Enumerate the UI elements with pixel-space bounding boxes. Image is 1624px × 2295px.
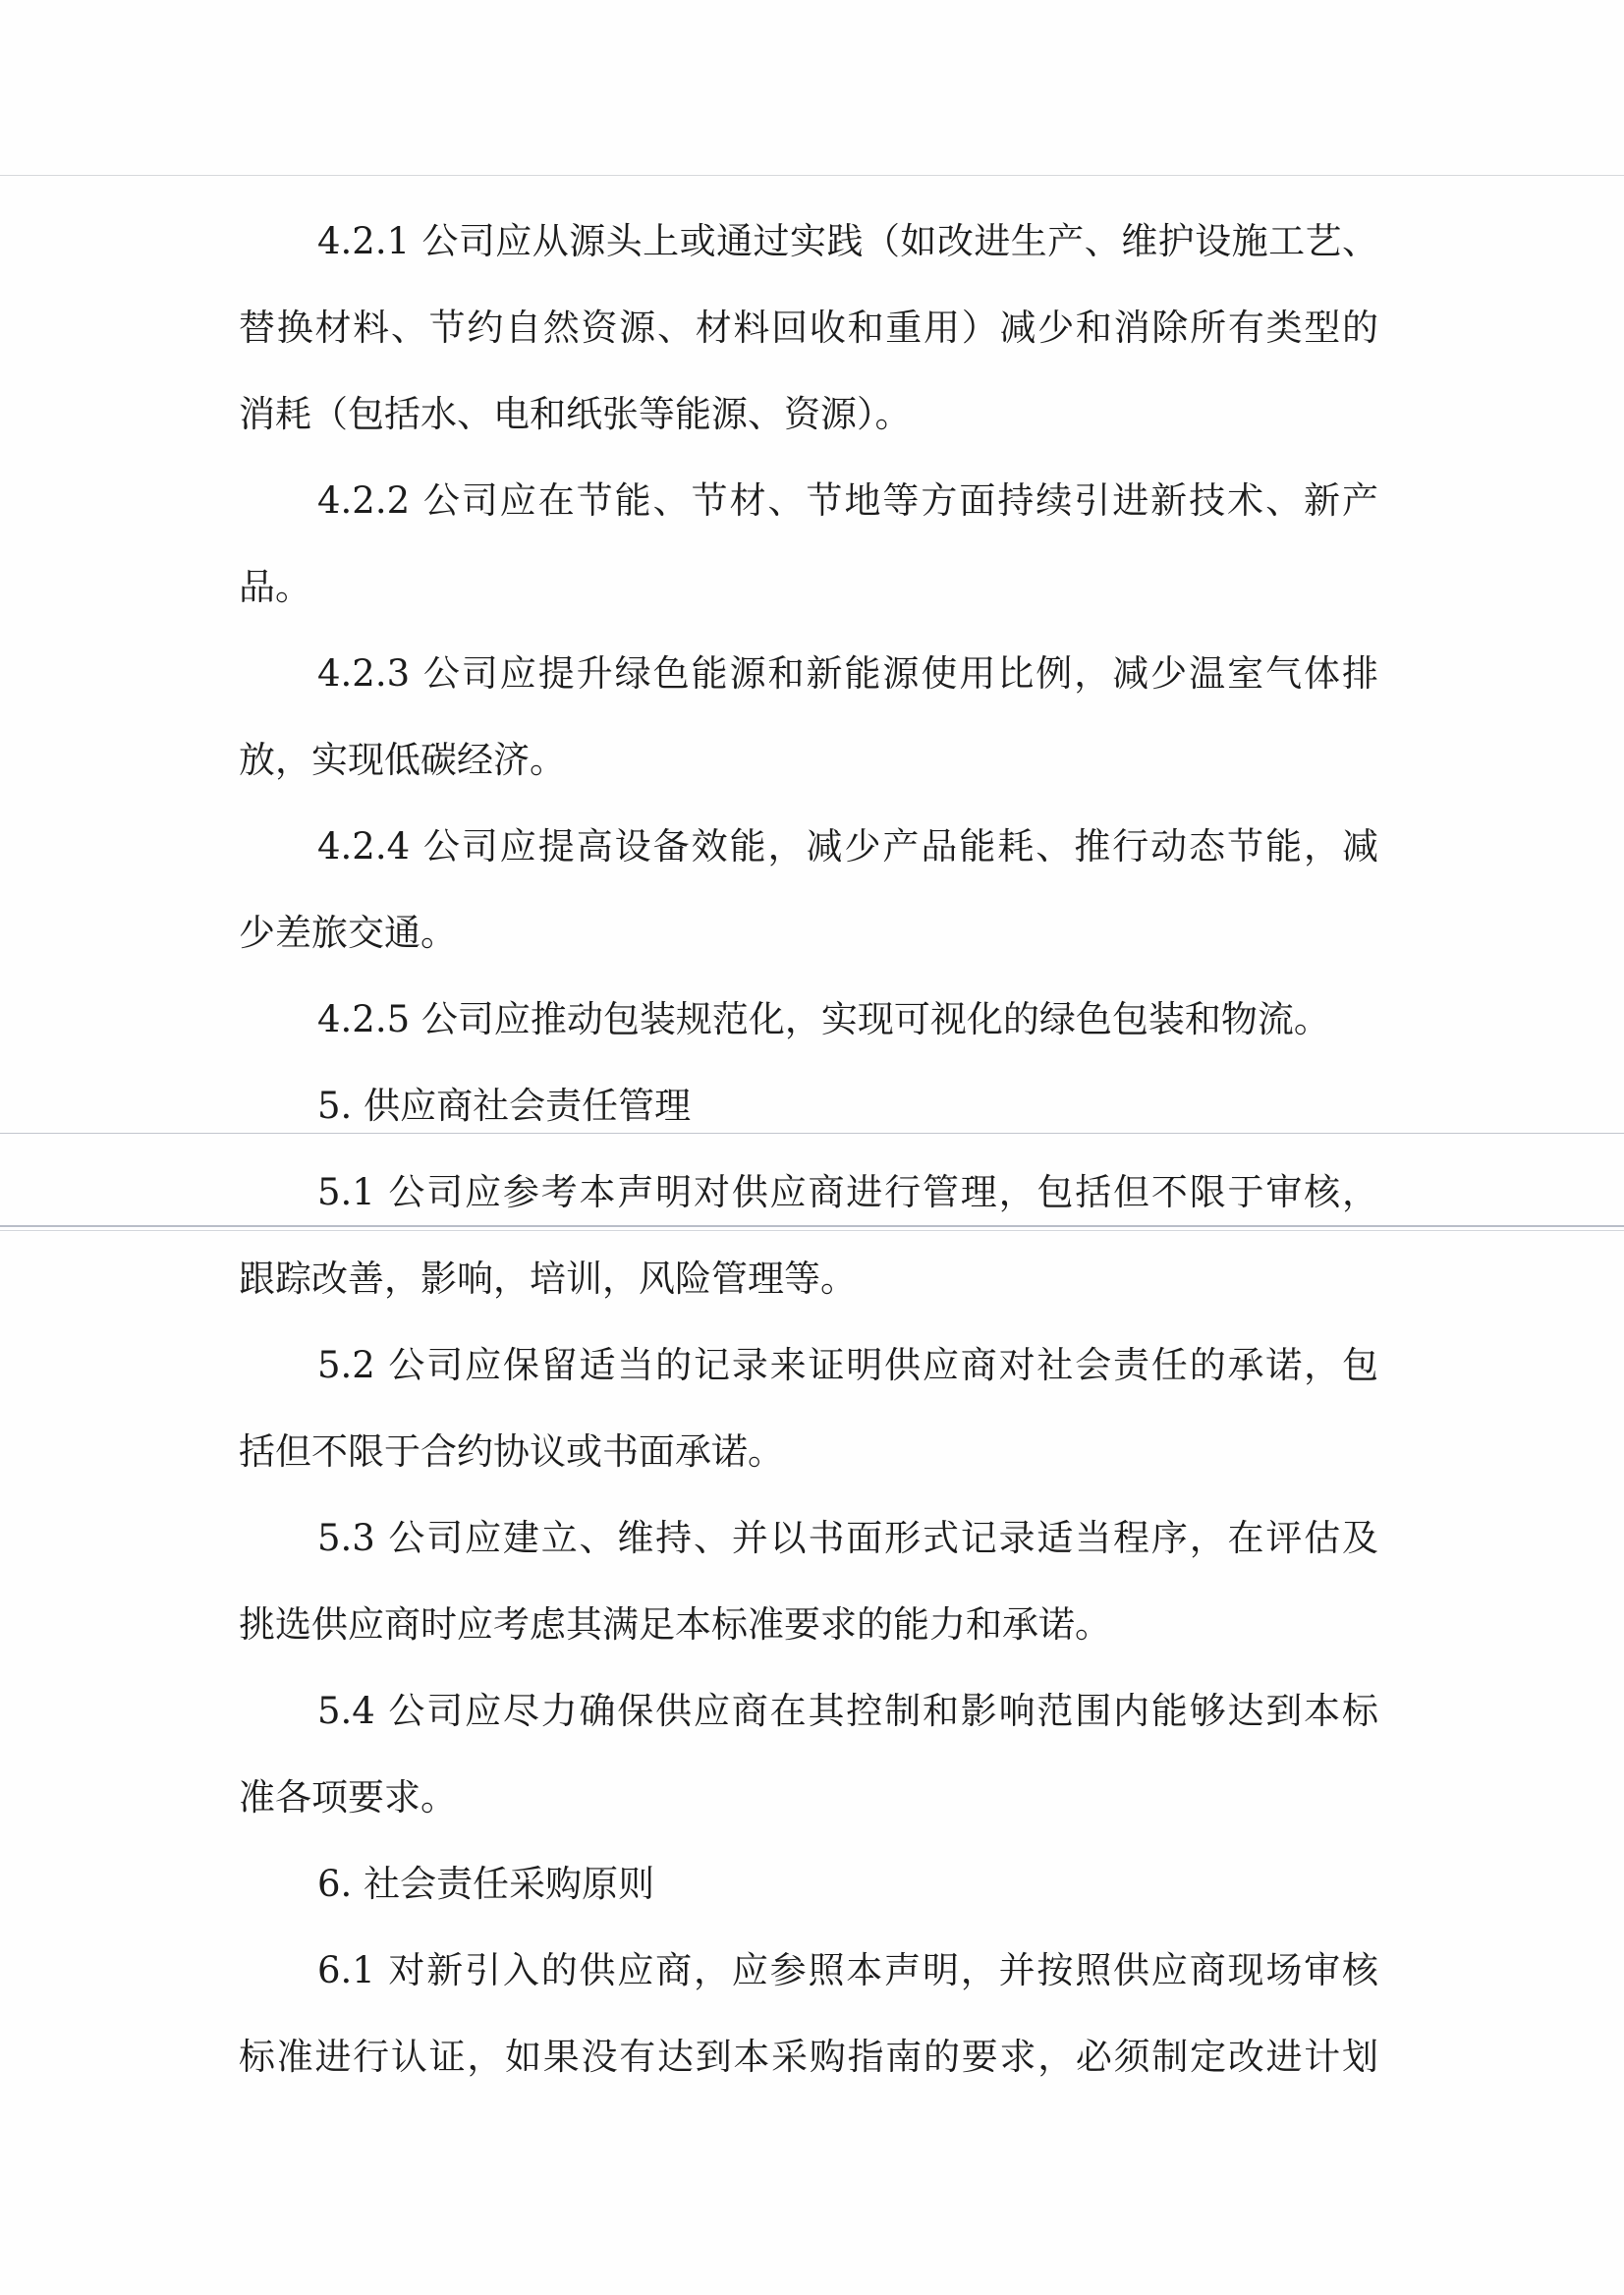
document-body xyxy=(239,198,1378,2100)
paragraph xyxy=(239,1149,1378,1322)
text-line: 6. 社会责任采购原则 xyxy=(317,1863,655,1905)
text-line: 4.2.3 公司应提升绿色能源和新能源使用比例，减少温室气体排 xyxy=(317,652,1378,695)
text-line: 4.2.4 公司应提高设备效能，减少产品能耗、推行动态节能，减 xyxy=(317,825,1378,868)
text-line: 5.2 公司应保留适当的记录来证明供应商对社会责任的承诺，包 xyxy=(317,1344,1378,1386)
paragraph xyxy=(239,631,1378,804)
text-line: 4.2.5 公司应推动包装规范化，实现可视化的绿色包装和物流。 xyxy=(317,998,1330,1040)
text-line: 准各项要求。 xyxy=(239,1776,457,1819)
text-line: 消耗（包括水、电和纸张等能源、资源）。 xyxy=(239,393,912,435)
section-heading xyxy=(239,1063,1378,1149)
text-line: 5.4 公司应尽力确保供应商在其控制和影响范围内能够达到本标 xyxy=(317,1690,1378,1732)
text-line: 少差旅交通。 xyxy=(239,912,457,954)
text-line: 品。 xyxy=(239,566,311,608)
paragraph xyxy=(239,1928,1378,2100)
section-heading xyxy=(239,1841,1378,1928)
paragraph xyxy=(239,804,1378,977)
text-line: 6.1 对新引入的供应商，应参照本声明，并按照供应商现场审核 xyxy=(317,1949,1378,1991)
text-line: 括但不限于合约协议或书面承诺。 xyxy=(239,1430,784,1473)
text-line: 标准进行认证，如果没有达到本采购指南的要求，必须制定改进计划 xyxy=(239,2036,1378,2078)
text-line: 跟踪改善，影响，培训，风险管理等。 xyxy=(239,1258,857,1300)
paragraph xyxy=(239,1322,1378,1495)
text-line: 5.3 公司应建立、维持、并以书面形式记录适当程序，在评估及 xyxy=(317,1517,1378,1559)
paragraph xyxy=(239,1495,1378,1668)
paragraph xyxy=(239,977,1378,1063)
text-line: 4.2.1 公司应从源头上或通过实践（如改进生产、维护设施工艺、 xyxy=(317,220,1378,262)
text-line: 挑选供应商时应考虑其满足本标准要求的能力和承诺。 xyxy=(239,1603,1111,1646)
scan-artifact-line xyxy=(0,175,1624,176)
text-line: 5.1 公司应参考本声明对供应商进行管理，包括但不限于审核， xyxy=(317,1171,1378,1213)
text-line: 放，实现低碳经济。 xyxy=(239,739,566,781)
text-line: 替换材料、节约自然资源、材料回收和重用）减少和消除所有类型的 xyxy=(239,307,1378,349)
text-line: 4.2.2 公司应在节能、节材、节地等方面持续引进新技术、新产 xyxy=(317,479,1378,522)
paragraph xyxy=(239,1668,1378,1841)
paragraph xyxy=(239,458,1378,631)
paragraph xyxy=(239,198,1378,458)
text-line: 5. 供应商社会责任管理 xyxy=(317,1085,692,1127)
